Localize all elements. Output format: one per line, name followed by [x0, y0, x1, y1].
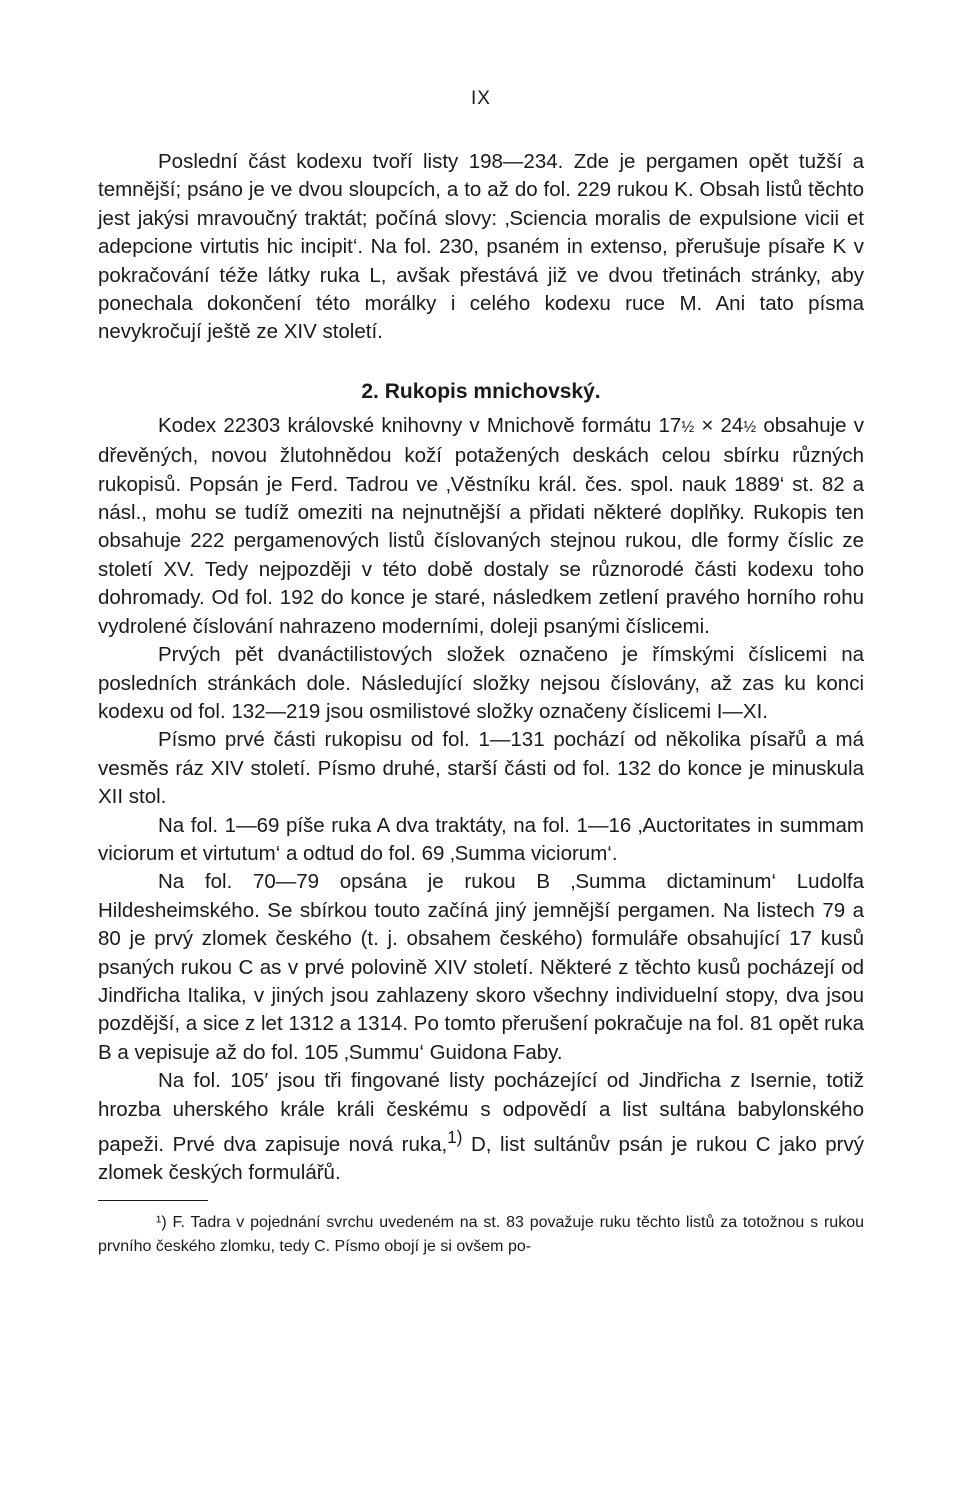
footnote-marker: ¹): [156, 1213, 167, 1231]
times-sign: × 24: [694, 413, 744, 437]
paragraph-munich-6: [98, 1067, 864, 1187]
paragraph-intro: Poslední část kodexu tvoří listy 198—234. Zde je pergamen opět tužší a temnější; psáno je ve dvou sloupcích, a to až do fol. 229 rukou K. Obsah listů těchto jest jakýsi mravoučný traktát; počíná slovy: ‚Sciencia moralis de expulsione vicii et adepcione virtutis hic incipit‘. Na fol. 230, psaném in extenso, přerušuje písaře K v pokračování téže látky ruka L, avšak přestává již ve dvou třetinách stránky, aby ponechala dokončení této morálky i celého kodexu ruce M. Ani tato písma nevykročují ještě ze XIV století.: [98, 150, 864, 344]
paragraph-munich-1: [98, 412, 864, 641]
munich-p6-after: D, list sultánův psán je rukou C jako prvý zlomek českých formulářů.: [98, 1132, 864, 1185]
page-number: IX: [471, 88, 491, 109]
munich-p1-before: Kodex 22303 královské knihovny v Mnichově formátu 17: [158, 413, 682, 437]
paragraph-munich-4: Na fol. 1—69 píše ruka A dva traktáty, na fol. 1—16 ‚Auctoritates in summam viciorum et virtutum‘ a odtud do fol. 69 ‚Summa viciorum‘.: [98, 813, 864, 865]
page: [98, 88, 864, 1259]
fraction-1: ½: [681, 418, 695, 436]
paragraph-munich-3: Písmo prvé části rukopisu od fol. 1—131 pochází od několika písařů a má vesměs ráz XIV století. Písmo druhé, starší části od fol. 132 do konce je minuskula XII stol.: [98, 728, 864, 809]
footnote-reference: 1): [447, 1128, 463, 1147]
paragraph-munich-5: Na fol. 70—79 opsána je rukou B ‚Summa dictaminum‘ Ludolfa Hildesheimského. Se sbírkou touto začíná jiný jemnější pergamen. Na listech 79 a 80 je prvý zlomek českého (t. j. obsahem českého) formuláře obsahující 17 kusů psaných rukou C as v prvé polovině XIV století. Některé z těchto kusů pocházejí od Jindřicha Italika, v jiných jsou zahlazeny skoro všechny individuelní stopy, dva jsou pozdější, a sice z let 1312 a 1314. Po tomto přerušení pokračuje na fol. 81 opět ruka B a vepisuje až do fol. 105 ‚Summu‘ Guidona Faby.: [98, 870, 864, 1064]
footnote: [98, 1211, 864, 1259]
paragraph-munich-2: Prvých pět dvanáctilistových složek označeno je římskými číslicemi na posledních stránkách dole. Následující složky nejsou číslovány, až zas ku konci kodexu od fol. 132—219 jsou osmilistové složky označeny číslicemi I—XI.: [98, 643, 864, 723]
fraction-2: ½: [743, 418, 757, 436]
footnote-text: F. Tadra v pojednání svrchu uvedeném na st. 83 považuje ruku těchto listů za totožnou s rukou prvního českého zlomku, tedy C. Písmo obojí je si ovšem po-: [98, 1213, 864, 1255]
munich-p1-after: obsahuje v dřevěných, novou žlutohnědou koží potažených deskách celou sbírku různých rukopisů. Popsán je Ferd. Tadrou ve ‚Věstníku král. čes. spol. nauk 1889‘ st. 82 a násl., mohu se tudíž omeziti na nejnutnější a přidati některé doplňky. Rukopis ten obsahuje 222 pergamenových listů číslovaných stejnou rukou, dle formy číslic ze století XV. Tedy nejpozději v této době dostaly se různorodé části kodexu toho dohromady. Od fol. 192 do konce je staré, následkem zetlení pravého horního rohu vydrolené číslování nahrazeno moderními, doleji psanými číslicemi.: [98, 413, 865, 638]
munich-p6-before: Na fol. 105′ jsou tři fingované listy pocházející od Jindřicha z Isernie, totiž hrozba uherského krále králi českému s odpovědí a list sultána babylonského papeži. Prvé dva zapisuje nová ruka,: [98, 1069, 864, 1156]
section-heading: 2. Rukopis mnichovský.: [361, 379, 601, 403]
footnote-divider: [98, 1200, 208, 1201]
